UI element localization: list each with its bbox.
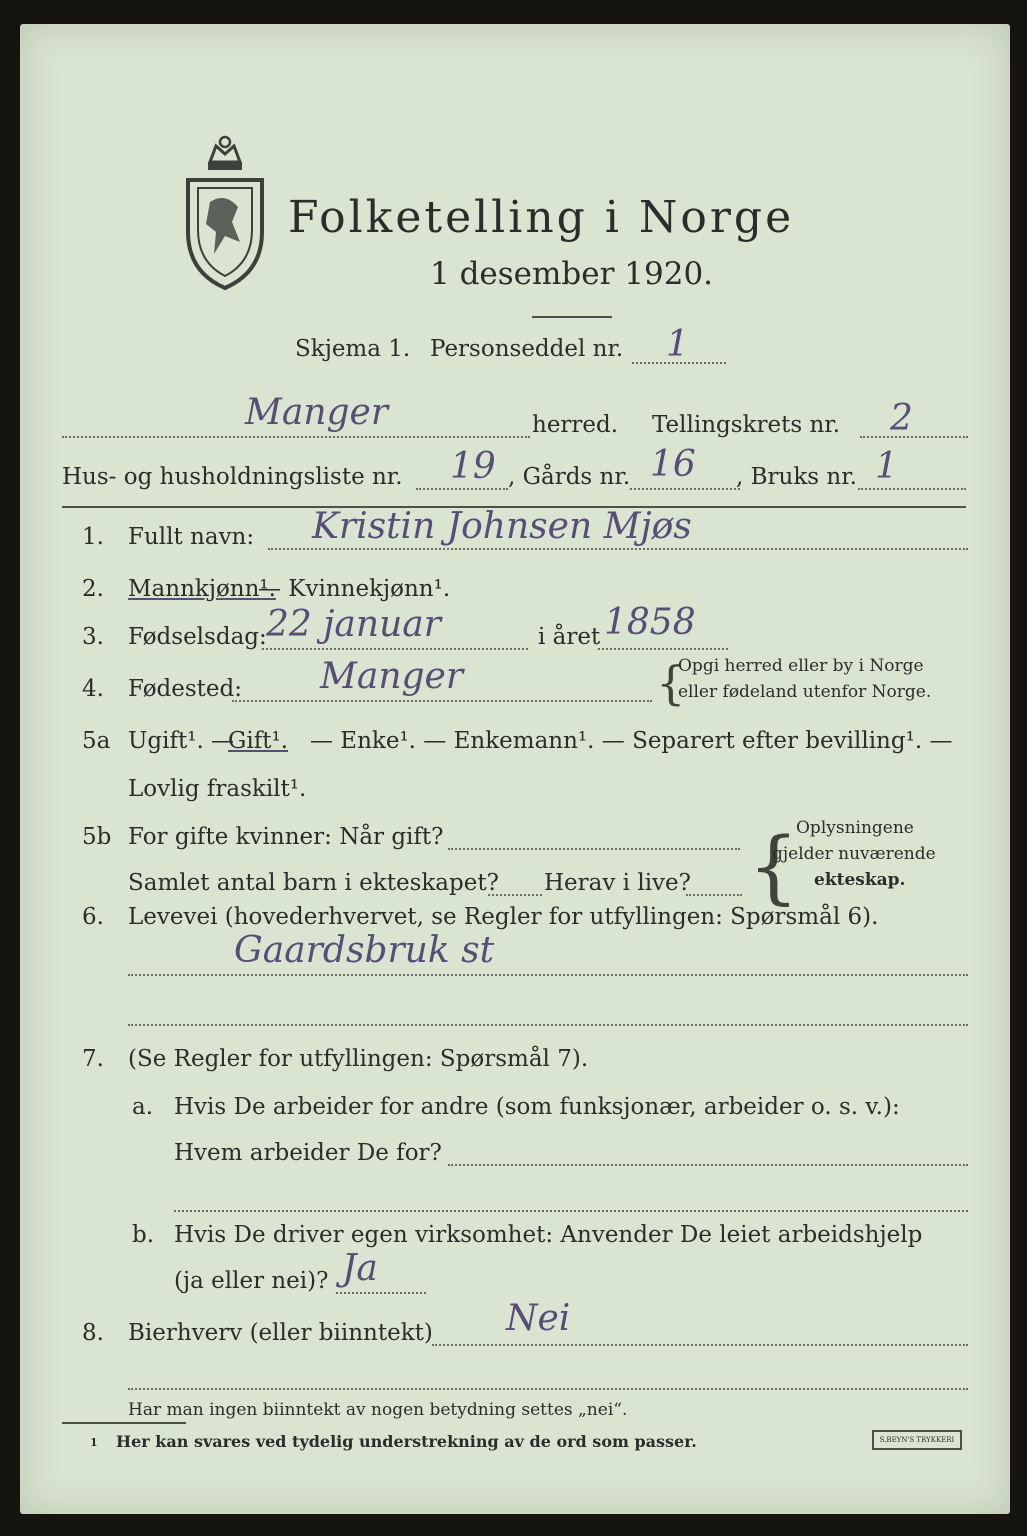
gards-value[interactable]: 16 xyxy=(650,444,696,485)
tellingskrets-field-line xyxy=(860,436,968,438)
q4-brace: { xyxy=(656,656,686,710)
birthdate-value[interactable]: 22 januar xyxy=(266,604,441,645)
q7b-label: Hvis De driver egen virksomhet: Anvender De leiet arbeidshjelp xyxy=(174,1222,923,1248)
birthyear-value[interactable]: 1858 xyxy=(604,602,696,643)
birthplace-value[interactable]: Manger xyxy=(320,656,464,697)
q4-field-line xyxy=(232,700,652,702)
q4-label: Fødested: xyxy=(128,676,243,702)
tellingskrets-value[interactable]: 2 xyxy=(890,398,913,439)
side-income-value[interactable]: Nei xyxy=(506,1298,571,1339)
q5b-note-line2: gjelder nuværende xyxy=(772,844,936,864)
q5b-married-label: For gifte kvinner: Når gift? xyxy=(128,824,444,850)
q7a-employer-field-line[interactable] xyxy=(448,1164,968,1166)
status-gift-option[interactable]: Gift¹. xyxy=(228,728,289,754)
q5a-number: 5a xyxy=(82,728,111,754)
personseddel-label: Personseddel nr. xyxy=(430,336,624,362)
q6-label: Levevei (hovederhvervet, se Regler for utfyllingen: Spørsmål 6). xyxy=(128,904,879,930)
q4-note-line1: Opgi herred eller by i Norge xyxy=(678,656,924,676)
q7b-jaei-label: (ja eller nei)? xyxy=(174,1268,329,1294)
q5b-children-field-line[interactable] xyxy=(488,894,542,896)
q3-year-label: i året xyxy=(538,624,601,650)
husholdningsliste-value[interactable]: 19 xyxy=(450,446,496,487)
bruks-value[interactable]: 1 xyxy=(875,446,898,487)
hired-help-value[interactable]: Ja xyxy=(342,1248,378,1289)
herred-value[interactable]: Manger xyxy=(245,392,389,433)
occupation-value[interactable]: Gaardsbruk st xyxy=(234,930,495,971)
gender-female-option[interactable]: — Kvinnekjønn¹. xyxy=(258,576,451,602)
bruks-field-line xyxy=(858,488,966,490)
q7-label: (Se Regler for utfyllingen: Spørsmål 7). xyxy=(128,1046,589,1072)
printer-stamp xyxy=(872,1430,962,1450)
q7b-letter: b. xyxy=(132,1222,155,1248)
status-ugift-option[interactable]: Ugift¹. — xyxy=(128,728,235,754)
q6-field-line1 xyxy=(128,974,968,976)
q5b-note-line3: ekteskap. xyxy=(814,870,906,890)
q7a-extra-field-line[interactable] xyxy=(174,1210,968,1212)
footnote-mark: 1 xyxy=(90,1436,98,1449)
full-name-value[interactable]: Kristin Johnsen Mjøs xyxy=(312,506,692,547)
q5b-children-label: Samlet antal barn i ekteskapet? xyxy=(128,870,499,896)
q8-label: Bierhverv (eller biinntekt) xyxy=(128,1320,433,1346)
husholdningsliste-field-line xyxy=(416,488,508,490)
status-fraskilt-option[interactable]: Lovlig fraskilt¹. xyxy=(128,776,307,802)
q7b-field-line xyxy=(336,1292,426,1294)
census-date: 1 desember 1920. xyxy=(430,256,714,292)
q1-field-line xyxy=(268,548,968,550)
q1-number: 1. xyxy=(82,524,104,550)
q5b-alive-field-line[interactable] xyxy=(686,894,742,896)
q8-note: Har man ingen biinntekt av nogen betydning settes „nei“. xyxy=(128,1400,628,1420)
personseddel-value[interactable]: 1 xyxy=(666,324,689,365)
herred-label: herred. xyxy=(532,412,619,438)
q7a-label: Hvis De arbeider for andre (som funksjonær, arbeider o. s. v.): xyxy=(174,1094,900,1120)
q8-number: 8. xyxy=(82,1320,104,1346)
form-title: Folketelling i Norge xyxy=(288,192,795,243)
q3-field-line xyxy=(262,648,528,650)
q5b-married-field-line[interactable] xyxy=(448,848,740,850)
gards-field-line xyxy=(630,488,740,490)
q8-field-line xyxy=(432,1344,968,1346)
footnote-divider xyxy=(62,1422,186,1424)
husholdningsliste-label: Hus- og husholdningsliste nr. xyxy=(62,464,403,490)
printer-stamp-text: S.BEYN'S TRYKKERI xyxy=(879,1436,955,1444)
status-other-options[interactable]: — Enke¹. — Enkemann¹. — Separert efter bevilling¹. — xyxy=(310,728,953,754)
herred-field-line xyxy=(62,436,530,438)
q6-number: 6. xyxy=(82,904,104,930)
q7a-employer-label: Hvem arbeider De for? xyxy=(174,1140,442,1166)
q7-number: 7. xyxy=(82,1046,104,1072)
footnote-text: Her kan svares ved tydelig understrekning av de ord som passer. xyxy=(116,1432,697,1451)
q5b-alive-label: Herav i live? xyxy=(544,870,691,896)
q3-number: 3. xyxy=(82,624,104,650)
q3-year-field-line xyxy=(598,648,728,650)
q5b-number: 5b xyxy=(82,824,112,850)
q2-number: 2. xyxy=(82,576,104,602)
gender-male-option[interactable]: Mannkjønn¹. xyxy=(128,576,276,602)
q1-label: Fullt navn: xyxy=(128,524,255,550)
skjema-label: Skjema 1. xyxy=(295,336,411,362)
q6-field-line2[interactable] xyxy=(128,1024,968,1026)
q5b-brace: { xyxy=(748,820,799,913)
q4-note-line2: eller fødeland utenfor Norge. xyxy=(678,682,932,702)
bruks-label: , Bruks nr. xyxy=(736,464,857,490)
census-form-sheet xyxy=(20,24,1010,1514)
q5b-note-line1: Oplysningene xyxy=(796,818,914,838)
norway-coat-of-arms-icon xyxy=(180,132,270,292)
q8-extra-field-line[interactable] xyxy=(128,1388,968,1390)
tellingskrets-label: Tellingskrets nr. xyxy=(652,412,841,438)
q3-label: Fødselsdag: xyxy=(128,624,267,650)
gards-label: , Gårds nr. xyxy=(508,464,631,490)
title-divider xyxy=(532,316,612,318)
q4-number: 4. xyxy=(82,676,104,702)
q7a-letter: a. xyxy=(132,1094,154,1120)
